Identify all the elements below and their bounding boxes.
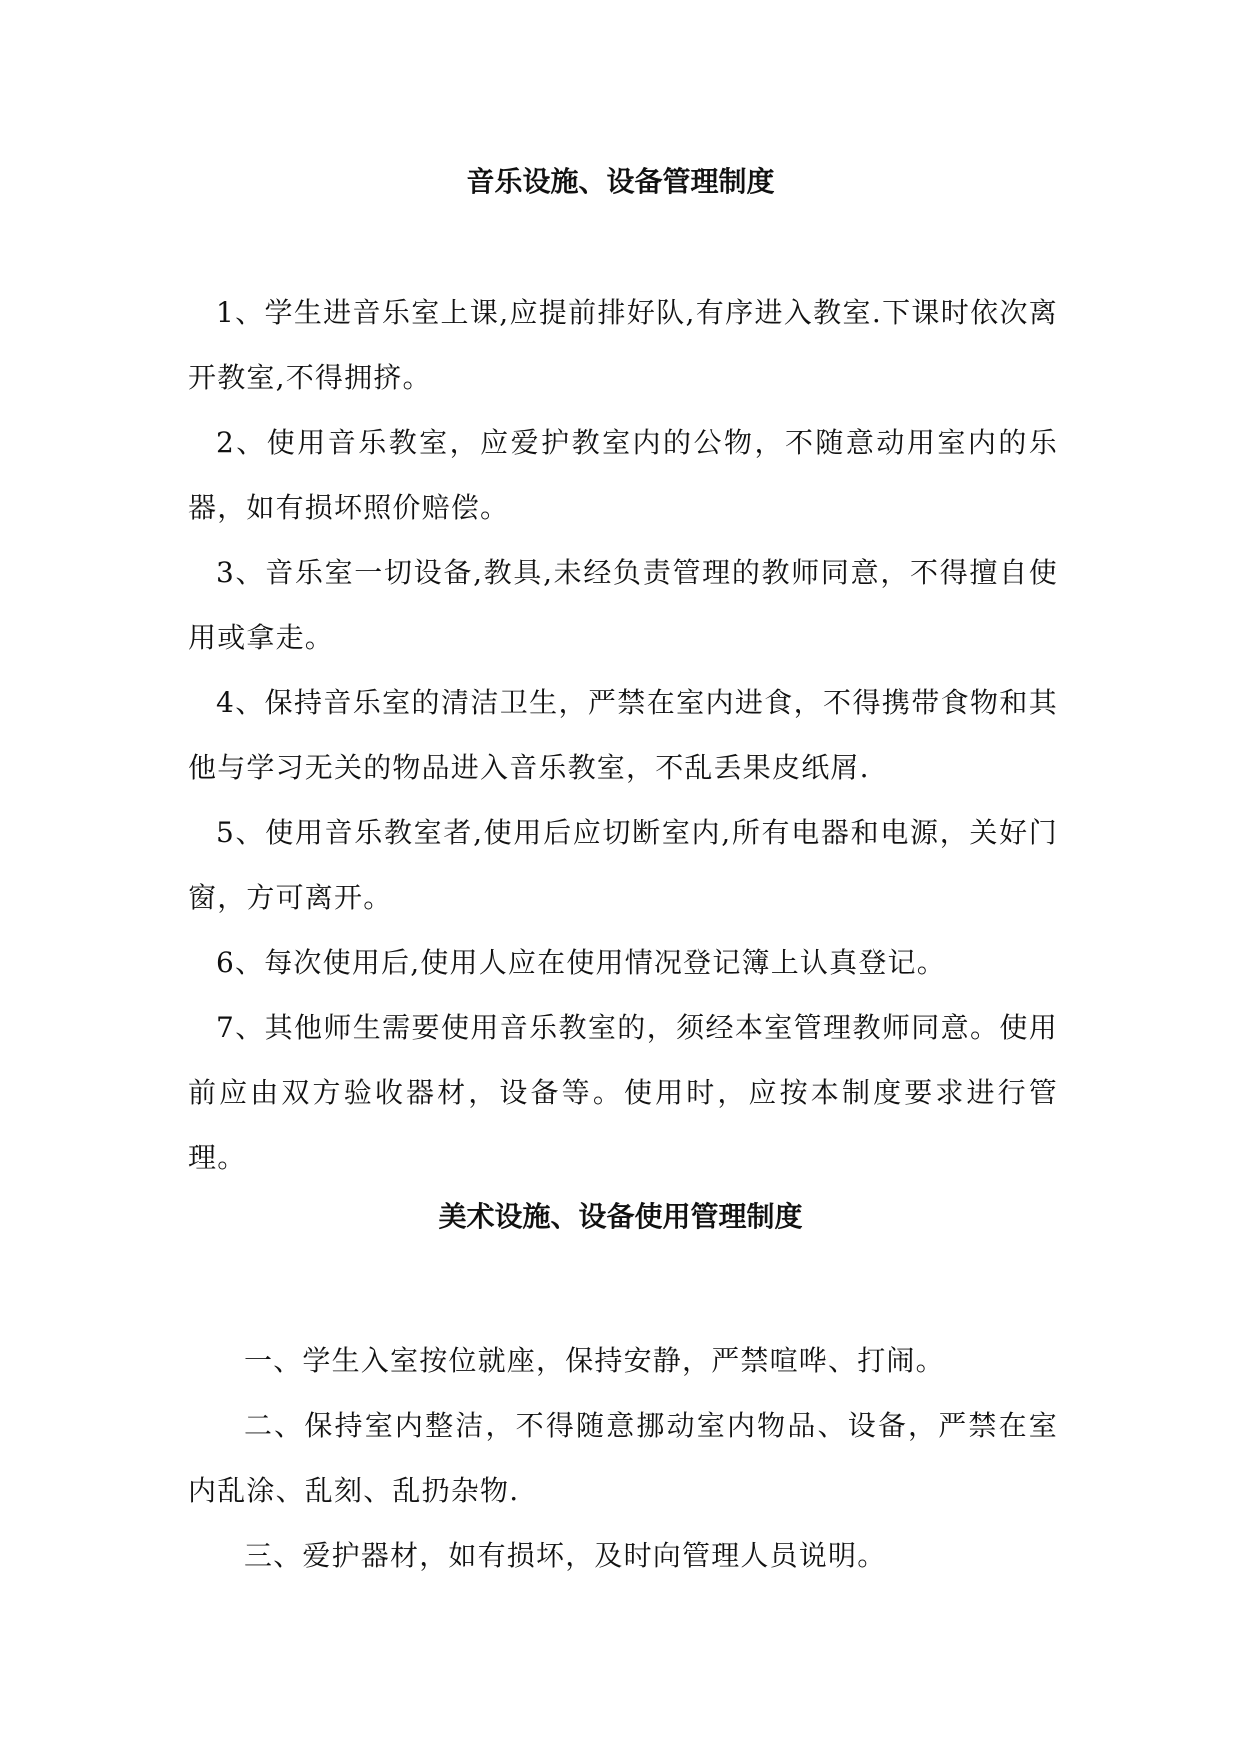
art-rule-2: 二、保持室内整洁，不得随意挪动室内物品、设备，严禁在室内乱涂、乱刻、乱扔杂物. bbox=[188, 1409, 1058, 1507]
art-rules-list bbox=[188, 1328, 1058, 1588]
art-rule-1: 一、学生入室按位就座，保持安静，严禁喧哗、打闹。 bbox=[244, 1344, 945, 1377]
music-rule-4: 4、保持音乐室的清洁卫生，严禁在室内进食，不得携带食物和其他与学习无关的物品进入音乐教室，不乱丢果皮纸屑. bbox=[188, 686, 1058, 784]
music-rule-5: 5、使用音乐教室者,使用后应切断室内,所有电器和电源，关好门窗，方可离开。 bbox=[188, 816, 1058, 914]
music-rules-list bbox=[188, 280, 1058, 1190]
music-rule-2: 2、使用音乐教室，应爱护教室内的公物，不随意动用室内的乐器，如有损坏照价赔偿。 bbox=[188, 426, 1058, 524]
music-section-title: 音乐设施、设备管理制度 bbox=[466, 165, 775, 198]
music-rule-3: 3、音乐室一切设备,教具,未经负责管理的教师同意，不得擅自使用或拿走。 bbox=[188, 556, 1058, 654]
music-rule-6: 6、每次使用后,使用人应在使用情况登记簿上认真登记。 bbox=[216, 946, 946, 979]
music-rule-1: 1、学生进音乐室上课,应提前排好队,有序进入教室.下课时依次离开教室,不得拥挤。 bbox=[188, 296, 1058, 394]
music-rule-7: 7、其他师生需要使用音乐教室的，须经本室管理教师同意。使用前应由双方验收器材，设备等。使用时，应按本制度要求进行管理。 bbox=[188, 1011, 1058, 1174]
art-section-title: 美术设施、设备使用管理制度 bbox=[438, 1200, 803, 1233]
art-rule-3: 三、爱护器材，如有损坏，及时向管理人员说明。 bbox=[244, 1539, 887, 1572]
